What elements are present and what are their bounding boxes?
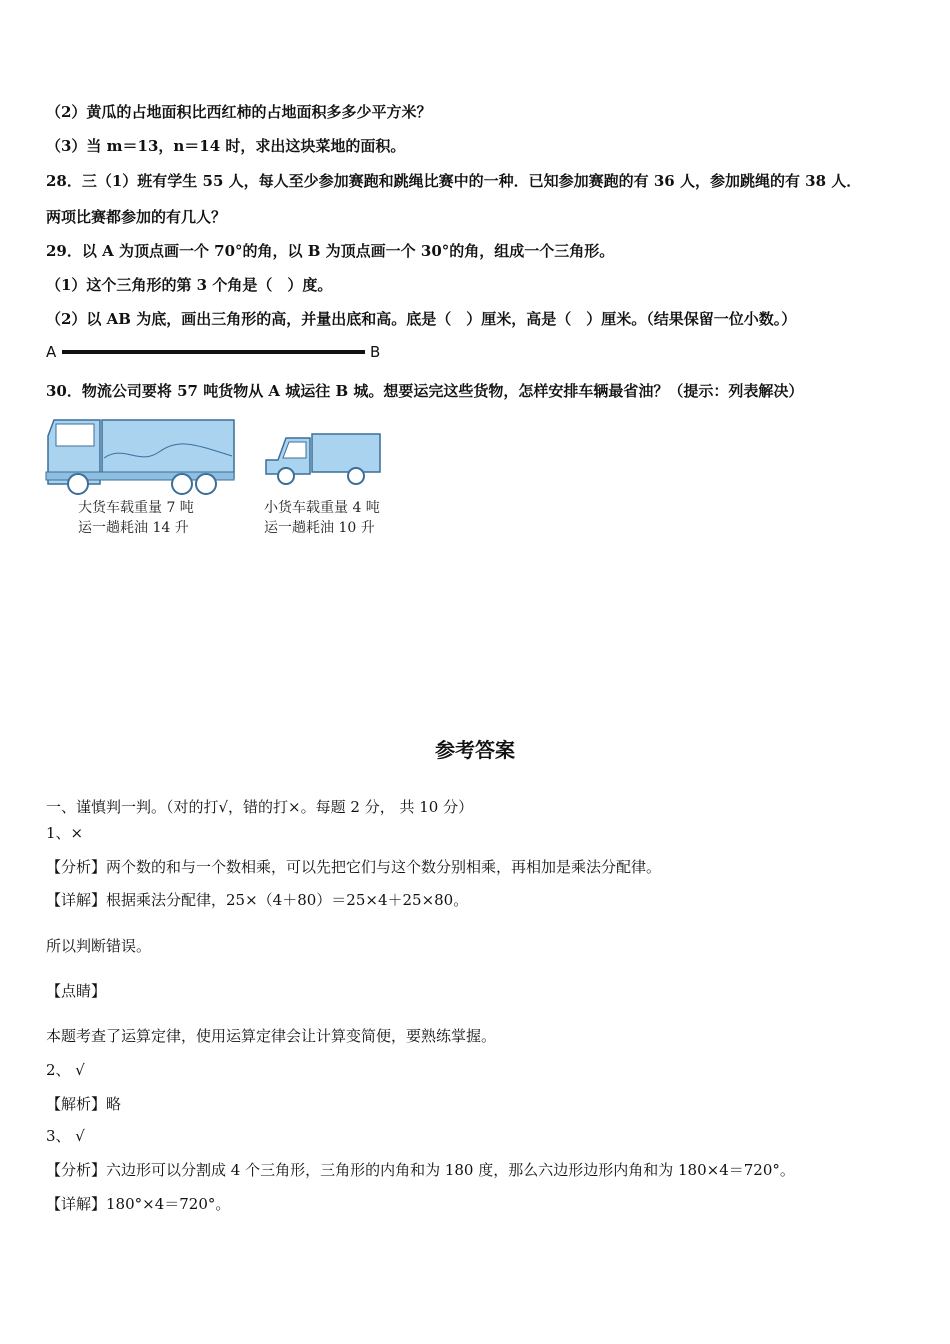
answer-2-analysis: 【解析】略 — [46, 1095, 122, 1113]
segment-ab — [46, 343, 381, 363]
answer-2: 2、 √ — [46, 1061, 85, 1079]
answers-title: 参考答案 — [435, 738, 515, 762]
segment-ab-line — [62, 350, 365, 354]
answer-1-comment-label: 【点睛】 — [46, 982, 107, 1000]
answer-1-detail: 【详解】根据乘法分配律，25×（4＋80）＝25×4＋25×80。 — [46, 891, 469, 909]
big-truck-rear-wheel-1 — [172, 474, 192, 494]
question-27-part-2: （2）黄瓜的占地面积比西红柿的占地面积多多少平方米？ — [46, 103, 432, 121]
answer-1-conclusion: 所以判断错误。 — [46, 937, 152, 955]
answer-3: 3、 √ — [46, 1127, 85, 1145]
answer-1-comment: 本题考查了运算定律，使用运算定律会让计算变简便，要熟练掌握。 — [46, 1027, 497, 1045]
question-30: 30．物流公司要将 57 吨货物从 A 城运往 B 城。想要运完这些货物，怎样安排车辆最省油？（提示：列表解决） — [46, 382, 804, 400]
small-truck-capacity: 小货车载重量 4 吨 — [264, 500, 380, 516]
point-b-label: B — [370, 343, 381, 361]
answer-3-detail: 【详解】180°×4＝720°。 — [46, 1195, 231, 1213]
answers-section-1: 一、谨慎判一判。（对的打√，错的打×。每题 2 分， 共 10 分） — [46, 798, 474, 816]
question-29-part-2: （2）以 AB 为底，画出三角形的高，并量出底和高。底是（ ）厘米，高是（ ）厘米。（结果保留一位小数。） — [46, 310, 797, 328]
question-27-part-3: （3）当 m＝13，n＝14 时，求出这块菜地的面积。 — [46, 137, 406, 155]
answer-1-analysis: 【分析】两个数的和与一个数相乘，可以先把它们与这个数分别相乘，再相加是乘法分配律。 — [46, 858, 662, 876]
question-29-part-1: （1）这个三角形的第 3 个角是（ ）度。 — [46, 276, 333, 294]
big-truck-capacity: 大货车载重量 7 吨 — [78, 500, 194, 516]
answer-1: 1、× — [46, 824, 84, 842]
big-truck-illustration — [44, 414, 238, 498]
small-truck-illustration — [264, 430, 384, 488]
big-truck-window — [56, 424, 94, 446]
small-truck-cargo — [312, 434, 380, 472]
small-truck-front-wheel — [278, 468, 294, 484]
point-a-label: A — [46, 343, 57, 361]
question-28-line-1: 28．三（1）班有学生 55 人，每人至少参加赛跑和跳绳比赛中的一种．已知参加赛跑的有 36 人，参加跳绳的有 38 人． — [46, 172, 862, 190]
question-28-line-2: 两项比赛都参加的有几人？ — [46, 208, 227, 226]
big-truck-front-wheel — [68, 474, 88, 494]
small-truck-fuel: 运一趟耗油 10 升 — [264, 520, 375, 536]
big-truck-cargo — [102, 420, 234, 478]
small-truck-rear-wheel — [348, 468, 364, 484]
answer-3-analysis: 【分析】六边形可以分割成 4 个三角形，三角形的内角和为 180 度，那么六边形边形内角和为 180×4＝720°。 — [46, 1161, 795, 1179]
big-truck-fuel: 运一趟耗油 14 升 — [78, 520, 189, 536]
big-truck-rear-wheel-2 — [196, 474, 216, 494]
question-29: 29．以 A 为顶点画一个 70°的角，以 B 为顶点画一个 30°的角，组成一个三角形。 — [46, 242, 615, 260]
